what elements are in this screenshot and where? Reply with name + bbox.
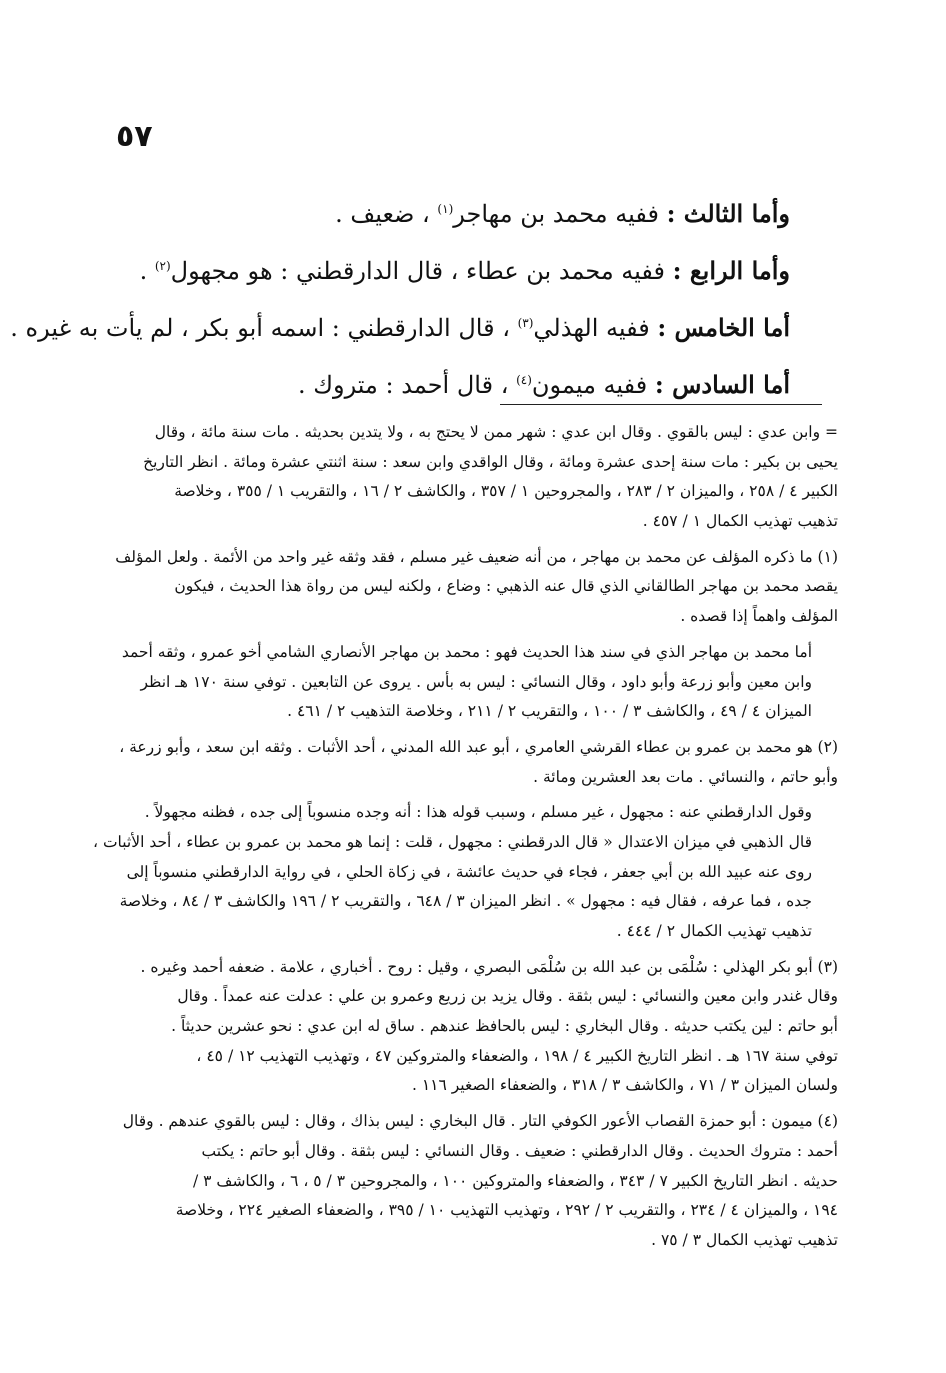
footnote-line: جده ، فما عرفه ، فقال فيه : مجهول » . انظر الميزان ٣ / ٦٤٨ ، والتقريب ٢ / ١٩٦ والكاشف ٣ / ٨٤ ، وخلاصة [119,892,812,911]
footnote-line: يحيى بن بكير : مات سنة إحدى عشرة ومائة ، وقال الواقدي وابن سعد : سنة اثنتي عشرة ومائة . انظر التاريخ [143,452,838,471]
line-tail: ، قال الدارقطني : اسمه أبو بكر ، لم يأت به غيره . [10,314,518,342]
footnote-ref: (٤) [516,373,532,387]
footnote-line: المؤلف واهماً إذا قصده . [680,607,838,626]
footnote-ref: (١) [437,202,454,216]
line-text: ففيه محمد بن مهاجر [453,200,667,228]
footnote-line: (١) ما ذكره المؤلف عن محمد بن مهاجر ، من أنه ضعيف غير مسلم ، فقد وثقه غير واحد من الأئمة . ولعل المؤلف [115,547,838,566]
page-number: ٥٧ [116,119,153,154]
footnote-line: يقصد محمد بن مهاجر الطالقاني الذي قال عنه الذهبي : وضاع ، ولكنه ليس من رواة هذا الحديث ، فيكون [174,577,838,596]
footnote-line: تذهيب تهذيب الكمال ٢ / ٤٤٤ . [616,922,812,940]
footnote-line: = وابن عدي : ليس بالقوي . وقال ابن عدي : شهر ممن لا يحتج به ، ولا يتدين بحديثه . مات سنة مائة ، وقال [154,423,838,441]
footnotes [93,418,838,1262]
footnote-line: تذهيب تهذيب الكمال ١ / ٤٥٧ . [642,512,838,531]
footnote-line: أما محمد بن مهاجر الذي في سند هذا الحديث فهو : محمد بن مهاجر الأنصاري الشامي أخو عمرو ، وثقه أحمد [121,642,812,661]
line-lead: وأما الثالث : [666,199,790,228]
footnote-line: (٤) ميمون : أبو حمزة القصاب الأعور الكوفي التار . قال البخاري : ليس بذاك ، وقال : ليس بالقوي عندهم . وقال [122,1112,838,1131]
line-tail: . [139,257,155,285]
footnote-line: ولسان الميزان ٣ / ٧١ ، والكاشف ٣ / ٣١٨ ، والضعفاء الصغير ١١٦ . [411,1076,838,1095]
footnote-line: وقال غندر وابن معين والنسائي : ليس بثقة . وقال يزيد بن زريع وعمرو بن علي : عدلت عنه عمداً . وقال [177,987,838,1006]
line-tail: ، قال أحمد : متروك . [297,371,517,399]
line-text: ففيه ميمون [531,371,655,399]
footnote-2-paragraph [93,798,838,946]
main-line [150,185,790,242]
footnote-line: (٢) هو محمد بن عمرو بن عطاء القرشي العامري ، أبو عبد الله المدني ، أحد الأثبات . وثقه ابن سعد ، وأبو زرعة ، [119,737,838,756]
line-lead: أما السادس : [654,370,790,399]
footnote-4 [122,1107,838,1255]
footnote-continuation [132,418,838,537]
footnote-line: حديثه . انظر التاريخ الكبير ٧ / ٣٤٣ ، والضعفاء والمتروكين ١٠٠ ، والمجروحين ٣ / ٥ ، ٦ ، والكاشف ٣ / [192,1171,838,1190]
footnote-line: روى عنه عبيد الله بن أبي جعفر ، فجاء في حديث عائشة ، في زكاة الحلي ، في رواية الدارقطني منسوباً إلى [126,862,812,881]
footnote-ref: (٢) [154,259,171,273]
footnote-line: (٣) أبو بكر الهذلي : سُلْمَى بن عبد الله بن سُلْمَى البصري ، وقيل : روح . أخباري ، علامة . ضعفه أحمد وغيره . [140,957,838,976]
line-lead: وأما الرابع : [672,256,790,285]
line-text: ففيه محمد بن عطاء ، قال الدارقطني : هو مجهول [170,257,673,285]
footnote-line: أبو حاتم : لين يكتب حديثه . وقال البخاري : ليس بالحافظ عندهم . ساق له ابن عدي : نحو عشرين حديثاً . [171,1017,838,1036]
footnote-1 [115,543,838,632]
footnote-3 [132,953,838,1101]
footnote-line: ١٩٤ ، والميزان ٤ / ٢٣٤ ، والتقريب ٢ / ٢٩٢ ، وتهذيب التهذيب ١٠ / ٣٩٥ ، والضعفاء الصغير ٢٢٤ ، وخلاصة [175,1201,838,1220]
main-line [10,299,790,356]
line-text: ففيه الهذلي [533,314,658,342]
footnote-line: وأبو حاتم ، والنسائي . مات بعد العشرين ومائة . [533,767,838,786]
line-lead: أما الخامس : [657,313,790,342]
main-line [139,242,790,299]
footnote-divider [500,404,822,405]
footnote-ref: (٣) [517,316,534,330]
footnote-line: الميزان ٤ / ٤٩ ، والكاشف ٣ / ١٠٠ ، والتقريب ٢ / ٢١١ ، وخلاصة التذهيب ٢ / ٤٦١ . [287,702,812,721]
footnote-line: وابن معين وأبو زرعة وأبو داود ، وقال النسائي : ليس به بأس . يروى عن التابعين . توفي سنة ١٧٠ هـ انظر [140,672,812,691]
footnote-2 [119,733,838,792]
footnote-line: الكبير ٤ / ٢٥٨ ، والميزان ٢ / ٢٨٣ ، والمجروحين ١ / ٣٥٧ ، والكاشف ٢ / ١٦ ، والتقريب ١ / ٣٥٥ ، وخلاصة [174,482,838,501]
footnote-line: تذهيب تهذيب الكمال ٣ / ٧٥ . [651,1230,838,1249]
footnote-line: توفي سنة ١٦٧ هـ . انظر التاريخ الكبير ٤ / ١٩٨ ، والضعفاء والمتروكين ٤٧ ، وتهذيب التهذيب ١٢ / ٤٥ ، [196,1046,838,1065]
footnote-line: وقول الدارقطني عنه : مجهول ، غير مسلم ، وسبب قوله هذا : أنه وجده منسوباً إلى جده ، فظنه مجهولاً . [144,803,812,822]
footnote-line: أحمد : متروك الحديث . وقال الدارقطني : ضعيف . وقال النسائي : ليس بثقة . وقال أبو حاتم : يكتب [201,1141,838,1160]
line-tail: ، ضعيف . [335,200,438,228]
footnote-line: قال الذهبي في ميزان الاعتدال « قال الدرقطني : مجهول ، قلت : إنما هو محمد بن عمرو بن عطاء ، أحد الأثبات ، [93,832,812,851]
footnote-1-paragraph [121,638,838,727]
main-text [10,185,790,413]
